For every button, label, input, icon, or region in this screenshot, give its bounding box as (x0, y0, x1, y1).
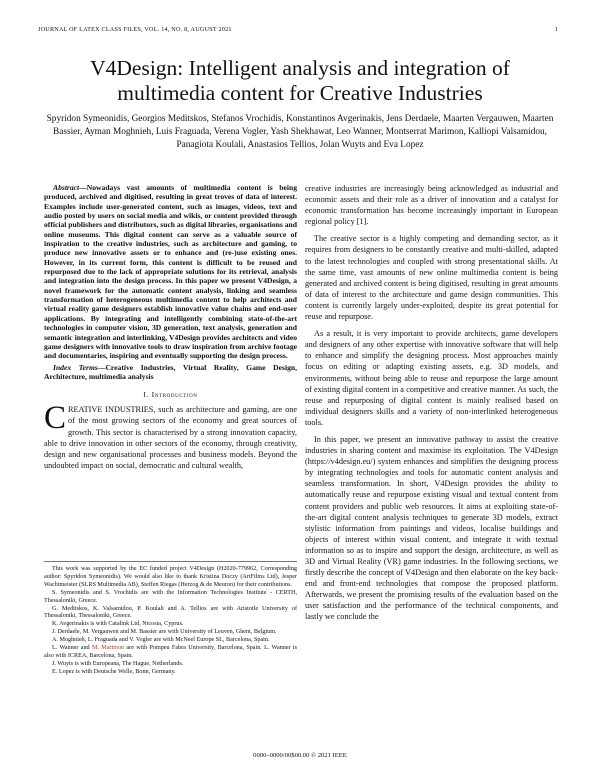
section-heading-introduction: I. Introduction (143, 390, 198, 400)
index-terms-label: Index Terms (53, 362, 98, 372)
highlighted-author: M. Marimon (91, 645, 125, 652)
journal-header: JOURNAL OF LATEX CLASS FILES, VOL. 14, NO. 8, AUGUST 2021 (38, 26, 232, 33)
intro-paragraph (44, 400, 297, 471)
left-column (44, 183, 297, 471)
footnote-affiliation: L. Wanner and M. Marimon are with Pompeu Fabra University, Barcelona, Spain. L. Wanner is also with ICREA, Barcelona, Spain. (44, 645, 298, 659)
index-terms (44, 363, 297, 382)
footnote-affiliation: J. Wuyts is with Europeana, The Hague, Netherlands. (52, 660, 184, 667)
body-paragraph: creative industries are increasingly being acknowledged as industrial and economic assets and their role as a driver of innovation and a catalyst for economic transformation has become increasingly important in European regional policy [1]. (305, 184, 558, 227)
footnote-affiliation: G. Meditskos, K. Valsamidou, P. Koulali and A. Tellios are with Aristotle University of Thessaloniki, Thessaloniki, Greece. (44, 605, 297, 620)
drop-cap: C (44, 400, 67, 437)
footnote-affiliation: S. Symeonidis and S. Vrochidis are with the Information Technologies Institute - CERTH, Thessaloniki, Greece. (44, 589, 297, 604)
body-paragraph: In this paper, we present an innovative pathway to assist the creative industries in sharing content and maximise its exploitation. The V4Design (https://v4design.eu/) system enhances and simplifies the designing process by integrating technologies and tools for automatic content analysis and seamless transformation. In short, V4Design provides the ability to automatically reuse and repurpose existing visual and textual content from content providers and public web resources. It aims at exploiting state-of-the-art digital content analysis techniques to generate 3D models, extract stylistic information from paintings and videos, localise buildings and objects of interest within visual content, and integrate it with textual information so as to inspire and support the design, architecture, as well as 3D and Virtual Reality (VR) game industries. In the following sections, we firstly describe the concept of V4Design and then elaborate on the key back-end and front-end technologies that compose the proposed platform. Afterwards, we present the promising results of the evaluation based on the user satisfaction and the performance of the technical components, and lastly we conclude the (305, 434, 558, 622)
running-head (38, 26, 558, 33)
footnote-affiliation: E. Lopez is with Deutsche Welle, Bonn, Germany. (52, 668, 176, 675)
abstract-label: Abstract (53, 183, 80, 192)
copyright-line: 0000–0000/00$00.00 © 2021 IEEE (253, 752, 347, 759)
intro-lead: REATIVE INDUSTRIES (68, 405, 154, 415)
author-list: Spyridon Symeonidis, Georgios Meditskos, Stefanos Vrochidis, Konstantinos Avgerinakis, Jens Derdaele, Maarten Vergauwen, Maarten Bassier, Ayman Moghnieh, Luis Fraguada, Verena Vogler, Yash Shekhawat, Leo Wanner, Montserrat Marimon, Kalliopi Valsamidou, Panagiota Koulali, Anastasios Tellios, Jolan Wuyts and Eva Lopez (46, 114, 554, 150)
index-terms-text: —Creative Industries, Virtual Reality, Game Design, Architecture, multimedia analysis (44, 362, 297, 381)
footnotes (44, 566, 297, 677)
footnote-affiliation: K. Avgerinakis is with Catalink Ltd, Nicosia, Cyprus. (52, 621, 184, 628)
abstract (44, 183, 297, 361)
right-column (305, 183, 558, 623)
abstract-text: —Nowadays vast amounts of multimedia content is being produced, archived and digitised, resulting in great troves of data of interest. Examples include user-generated content, such as images, videos, text and audio posted by users on social media and wikis, or content provided through official publishers and distributors, such as digital libraries, organisations and online museums. This digital content can serve as a valuable source of inspiration to the creative industries, such as architecture and gaming, to produce new innovative assets or to enhance and (re-)use existing ones. However, in its current form, this content is difficult to be reused and repurposed due to the lack of appropriate solutions for its retrieval, analysis and integration into the design process. In this paper we present V4Design, a novel framework for the automatic content analysis, linking and seamless transformation of heterogeneous multimedia content to help architects and virtual reality game designers establish innovative value chains and end-user applications. By integrating and intelligently combining state-of-the-art technologies in computer vision, 3D generation, text analysis, generation and semantic integration and interlinking, V4Design provides architects and video game designers with innovative tools to draw inspiration from archive footage and documentaries, inspiring and eventually supporting the design process. (44, 183, 297, 361)
footnote-affiliation: J. Derdaele, M. Vergauwen and M. Bassier are with University of Leuven, Ghent, Belgium. (52, 629, 277, 636)
footnote-affiliation: A. Moghnieh, L. Fraguada and V. Vogler are with McNeel Europe SL, Barcelona, Spain. (52, 637, 270, 644)
footnote-funding: This work was supported by the EC funded project V4Design (H2020-779962, Corresponding author: Spyridon Symeonidis). We would also like to thank Kristina Doczy (ArtFilms Ltd), Jesper Wachtmeister (SLRS Multimedia AB), Steffen Riegas (Herzog & de Meuron) for their contributions. (44, 566, 297, 588)
paper-title: V4Design: Intelligent analysis and integration of multimedia content for Creative Industries (90, 56, 510, 105)
body-paragraph: As a result, it is very important to provide architects, game developers and designers of any other expertise with innovative software that will help to enhance and simplify the designing process. Most approaches mainly focus on editing or adapting existing assets, e.g. 3D models, and environments, without being able to reuse and repurpose the large amount of existing digital content in a competitive and creative manner. As such, the reuse and repurposing of digital content is mainly realised based on individual designers skills and a variety of non-interlinked heterogeneous tools. (305, 329, 558, 427)
footnote-rule (44, 561, 297, 562)
page-number: 1 (554, 26, 558, 33)
intro-text: , such as architecture and gaming, are one of the most growing sectors of the economy and great sources of growth. This sector is characterised by a strong innovation capacity, able to drive innovation in other sectors of the economy, through creativity, design and new organisational processes and business models. Beyond the undoubted impact on social, democratic and cultural wealth, (44, 405, 297, 470)
body-paragraph: The creative sector is a highly competing and demanding sector, as it requires from designers to be constantly creative and multi-skilled, adapted to the latest technologies and coupled with strong presentational skills. At the same time, vast amounts of new online multimedia content is being generated and archived content is being digitised, resulting in great amounts of data of interest to the architecture and game design communities. This content is currently largely under-exploited, despite its great potential for reuse and repurpose. (305, 234, 558, 322)
